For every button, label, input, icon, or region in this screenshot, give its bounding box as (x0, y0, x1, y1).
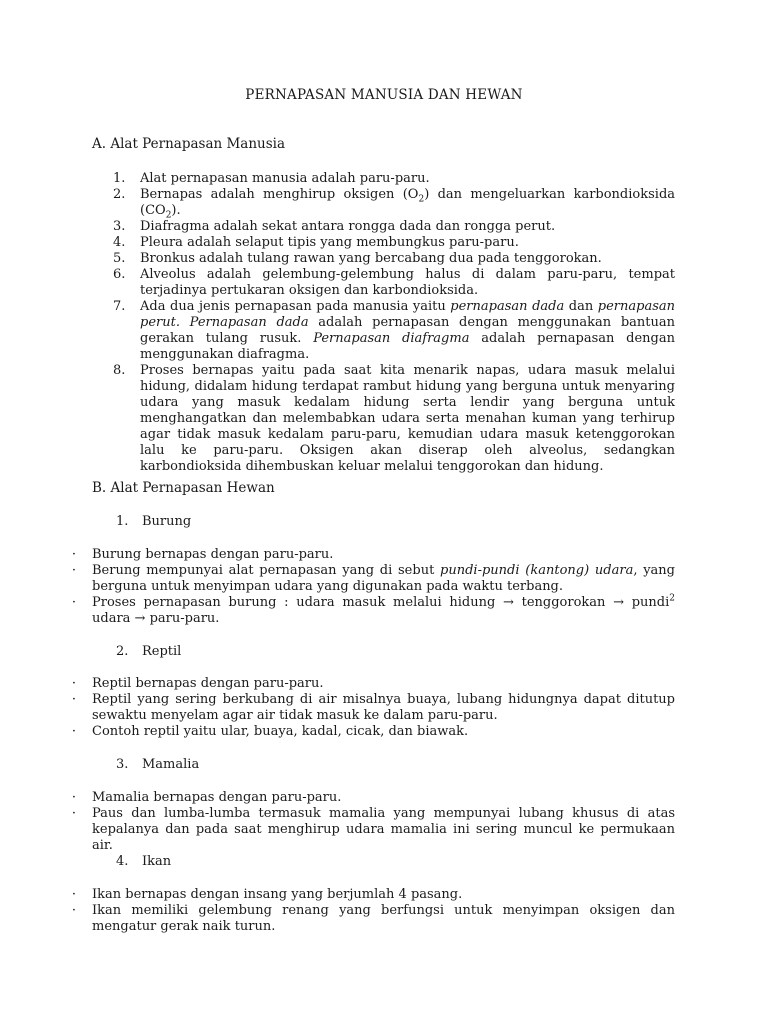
sub-heading-burung (116, 514, 191, 530)
bullet-item (68, 724, 675, 740)
bullet-item (68, 563, 675, 595)
sub-heading-number: 3. (116, 757, 129, 772)
list-item (113, 235, 675, 251)
list-item (113, 267, 675, 299)
list-item-text: Pleura adalah selaput tipis yang membungkus paru-paru. (140, 235, 519, 250)
list-item (113, 187, 675, 219)
bullet-list-ikan (68, 887, 675, 935)
bullet-item (68, 595, 675, 627)
list-item-number: 6. (113, 267, 126, 282)
page-title: PERNAPASAN MANUSIA DAN HEWAN (245, 87, 523, 103)
sub-heading-label: Reptil (142, 644, 182, 659)
sub-heading-number: 4. (116, 854, 129, 869)
list-item (113, 171, 675, 187)
sub-heading-ikan (116, 854, 171, 870)
list-item-text: Bernapas adalah menghirup oksigen $(O_2)$ dan mengeluarkan karbondioksida $(CO_2)$. (140, 187, 676, 221)
list-item-text: Alveolus adalah gelembung-gelembung halus di dalam paru-paru, tempat terjadinya pertukaran oksigen dan karbondioksida. (140, 267, 675, 298)
list-item-number: 8. (113, 363, 126, 378)
bullet-dot: · (71, 563, 77, 578)
list-item (113, 299, 675, 363)
list-item-number: 3. (113, 219, 126, 234)
bullet-dot: · (71, 724, 77, 739)
list-item-text: Proses bernapas yaitu pada saat kita menarik napas, udara masuk melalui hidung, didalam hidung terdapat rambut hidung yang berguna untuk menyaring udara yang masuk kedalam hidung serta lendir yang berguna untuk menghangatkan dan melembabkan udara serta menahan kuman yang terhirup agar tidak masuk kedalam paru-paru, kemudian udara masuk ketenggorokan lalu ke paru-paru. Oksigen akan diserap oleh alveolus, sedangkan karbondioksida dihembuskan keluar melalui tenggorokan dan hidung. (140, 363, 675, 474)
bullet-text: Paus dan lumba-lumba termasuk mamalia yang mempunyai lubang khusus di atas kepalanya dan pada saat menghirup udara mamalia ini sering muncul ke permukaan air. (92, 806, 675, 853)
list-item-text: Alat pernapasan manusia adalah paru-paru. (140, 171, 430, 186)
section-heading-hewan: B. Alat Pernapasan Hewan (92, 480, 275, 496)
bullet-dot: · (71, 790, 77, 805)
list-item-text: Bronkus adalah tulang rawan yang bercabang dua pada tenggorokan. (140, 251, 602, 266)
bullet-list-reptil (68, 676, 675, 740)
bullet-dot: · (71, 806, 77, 821)
list-item-number: 2. (113, 187, 126, 202)
bullet-text: Ikan memiliki gelembung renang yang berfungsi untuk menyimpan oksigen dan mengatur gerak naik turun. (92, 903, 675, 934)
bullet-item (68, 790, 675, 806)
bullet-item (68, 806, 675, 854)
list-item-number: 5. (113, 251, 126, 266)
bullet-text: Proses pernapasan burung : udara masuk melalui hidung → tenggorokan → pundi$^2$ udara → paru-paru. (92, 593, 675, 626)
bullet-dot: · (71, 547, 77, 562)
bullet-text: Ikan bernapas dengan insang yang berjumlah 4 pasang. (92, 887, 463, 902)
sub-heading-label: Burung (142, 514, 192, 529)
sub-heading-label: Mamalia (142, 757, 200, 772)
numbered-list-manusia (113, 171, 675, 475)
bullet-text: Reptil bernapas dengan paru-paru. (92, 676, 324, 691)
bullet-text: Contoh reptil yaitu ular, buaya, kadal, cicak, dan biawak. (92, 724, 469, 739)
list-item-text: Ada dua jenis pernapasan pada manusia yaitu pernapasan dada dan pernapasan perut. Pernapasan dada adalah pernapasan dengan menggunakan bantuan gerakan tulang rusuk. Pernapasan diafragma adalah pernapasan dengan menggunakan diafragma. (140, 299, 675, 362)
bullet-text: Burung bernapas dengan paru-paru. (92, 547, 334, 562)
bullet-item (68, 903, 675, 935)
list-item-number: 4. (113, 235, 126, 250)
bullet-dot: · (71, 903, 77, 918)
bullet-item (68, 887, 675, 903)
sub-heading-number: 1. (116, 514, 129, 529)
list-item (113, 251, 675, 267)
bullet-dot: · (71, 692, 77, 707)
sub-heading-mamalia (116, 757, 199, 773)
bullet-dot: · (71, 595, 77, 610)
bullet-dot: · (71, 887, 77, 902)
bullet-item (68, 692, 675, 724)
bullet-text: Berung mempunyai alat pernapasan yang di sebut pundi-pundi (kantong) udara, yang berguna untuk menyimpan udara yang digunakan pada waktu terbang. (92, 563, 675, 594)
list-item (113, 219, 675, 235)
sub-heading-label: Ikan (142, 854, 172, 869)
bullet-item (68, 547, 675, 563)
list-item (113, 363, 675, 475)
list-item-text: Diafragma adalah sekat antara rongga dada dan rongga perut. (140, 219, 556, 234)
bullet-list-mamalia (68, 790, 675, 854)
bullet-item (68, 676, 675, 692)
sub-heading-number: 2. (116, 644, 129, 659)
bullet-list-burung (68, 547, 675, 627)
list-item-number: 1. (113, 171, 126, 186)
bullet-text: Reptil yang sering berkubang di air misalnya buaya, lubang hidungnya dapat ditutup sewaktu menyelam agar air tidak masuk ke dalam paru-paru. (92, 692, 675, 723)
bullet-text: Mamalia bernapas dengan paru-paru. (92, 790, 342, 805)
list-item-number: 7. (113, 299, 126, 314)
bullet-dot: · (71, 676, 77, 691)
section-heading-manusia: A. Alat Pernapasan Manusia (92, 136, 286, 152)
sub-heading-reptil (116, 644, 181, 660)
